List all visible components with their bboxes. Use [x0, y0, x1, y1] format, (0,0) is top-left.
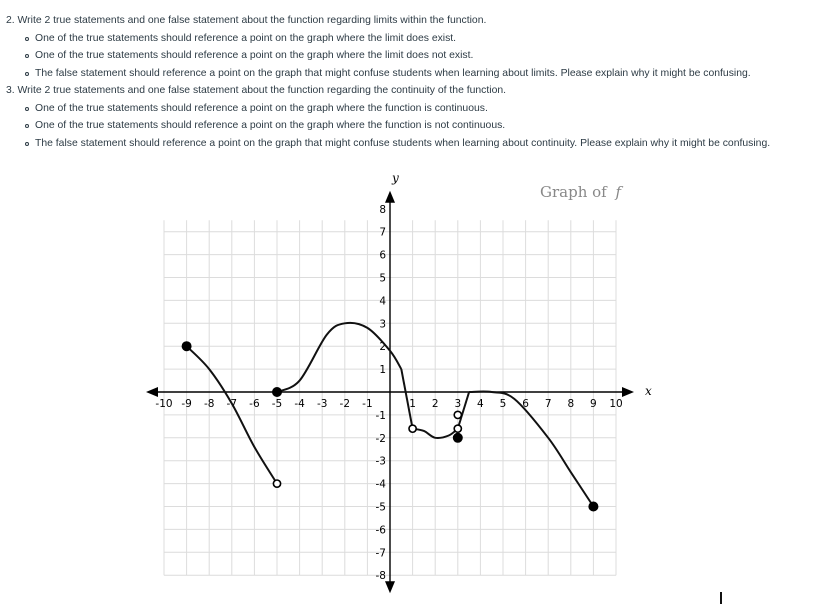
x-tick-label: -3 — [316, 398, 328, 410]
list-item: One of the true statements should reference a point on the graph where the function is continuous. — [24, 100, 811, 118]
x-tick-label: 1 — [409, 398, 416, 410]
x-axis-left-arrow — [146, 387, 158, 397]
text-cursor — [720, 592, 722, 604]
y-tick-label: -4 — [375, 478, 386, 491]
question-3-text: 3. Write 2 true statements and one false statement about the function regarding the continuity of the function. — [6, 85, 507, 96]
graph-title-prefix: Graph of — [540, 183, 607, 201]
y-tick-label: -3 — [375, 455, 386, 468]
x-tick-label: -6 — [249, 398, 260, 410]
y-tick-label: 3 — [379, 318, 386, 331]
x-tick-label: -5 — [271, 398, 283, 410]
x-tick-label: -2 — [339, 398, 351, 410]
x-tick-label: -10 — [155, 398, 173, 410]
function-curve — [469, 391, 593, 506]
x-tick-label: -4 — [294, 398, 305, 410]
list-item: One of the true statements should reference a point on the graph where the limit does exist. — [24, 30, 811, 48]
x-tick-label: 7 — [544, 398, 552, 410]
question-2-bullets — [6, 30, 811, 83]
y-tick-label: -8 — [375, 570, 386, 583]
y-tick-label: 5 — [379, 272, 386, 285]
list-item: One of the true statements should reference a point on the graph where the function is not continuous. — [24, 117, 811, 135]
closed-point — [182, 342, 190, 350]
y-tick-label: 4 — [379, 295, 386, 308]
open-point — [454, 411, 461, 418]
x-tick-label: -8 — [203, 398, 215, 410]
y-tick-label: -2 — [375, 432, 386, 445]
open-point — [409, 425, 416, 432]
x-tick-label: 5 — [499, 398, 507, 410]
x-tick-label: 2 — [431, 398, 439, 410]
graph-title-var: f — [615, 183, 622, 201]
y-tick-label: -1 — [375, 409, 386, 422]
x-tick-label: -7 — [226, 398, 238, 410]
x-tick-label: 4 — [477, 398, 484, 410]
y-axis-down-arrow — [385, 581, 395, 593]
closed-point — [454, 434, 462, 442]
function-curve — [277, 323, 401, 392]
question-3-bullets — [6, 100, 811, 153]
x-axis-label: x — [645, 384, 652, 398]
y-tick-label: -5 — [375, 501, 386, 514]
y-tick-label: 1 — [379, 364, 386, 377]
closed-point — [273, 388, 281, 396]
y-tick-label: 7 — [379, 226, 386, 239]
open-point — [454, 425, 461, 432]
x-tick-label: -9 — [181, 398, 192, 410]
x-tick-label: 8 — [567, 398, 575, 410]
list-item: The false statement should reference a point on the graph that might confuse students when learning about limits. Please explain why it might be confusing. — [24, 65, 811, 83]
x-tick-label: -1 — [362, 398, 373, 410]
list-item: One of the true statements should reference a point on the graph where the limit does not exist. — [24, 47, 811, 65]
y-tick-label: -7 — [375, 547, 386, 560]
y-tick-label: 8 — [379, 203, 386, 216]
list-item: The false statement should reference a point on the graph that might confuse students when learning about continuity. Please explain why it might be confusing. — [24, 135, 811, 153]
question-2 — [6, 12, 811, 82]
y-axis-label: y — [392, 171, 399, 185]
x-axis-right-arrow — [622, 387, 634, 397]
graph-axes — [146, 191, 634, 593]
y-tick-label: 2 — [379, 341, 386, 354]
y-tick-label: -6 — [375, 524, 386, 537]
x-tick-label: 9 — [590, 398, 597, 410]
function-graph — [145, 166, 665, 596]
x-tick-label: 10 — [609, 398, 623, 410]
x-tick-label: 6 — [522, 398, 529, 410]
question-2-text: 2. Write 2 true statements and one false statement about the function regarding limits within the function. — [6, 15, 487, 26]
y-axis-up-arrow — [385, 191, 395, 203]
question-3 — [6, 82, 811, 152]
closed-point — [589, 502, 597, 510]
open-point — [273, 480, 280, 487]
x-tick-label: 3 — [454, 398, 462, 410]
y-tick-label: 6 — [379, 249, 386, 262]
graph-title — [540, 183, 624, 201]
questions-list — [6, 12, 811, 152]
